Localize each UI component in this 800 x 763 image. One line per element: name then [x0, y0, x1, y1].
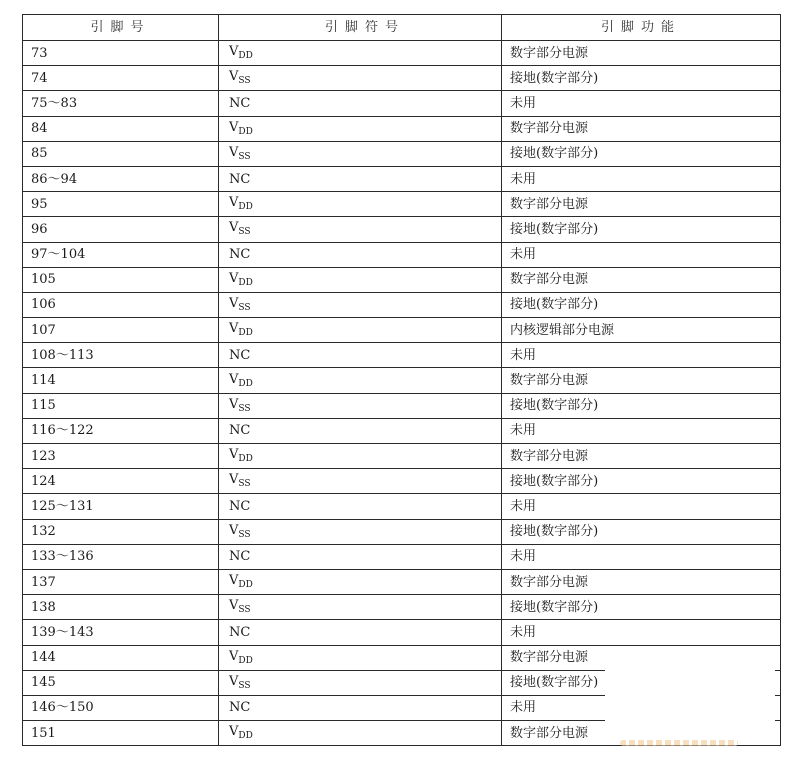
pin-number-cell: 124	[23, 469, 219, 494]
table-row	[23, 519, 781, 544]
pin-function-cell: 数字部分电源	[502, 267, 781, 292]
pin-function-cell: 未用	[502, 242, 781, 267]
pin-function-cell: 数字部分电源	[502, 645, 781, 670]
pin-symbol: V	[229, 44, 239, 60]
table-row	[23, 318, 781, 343]
pin-symbol: V	[229, 371, 239, 387]
pin-symbol-cell	[219, 444, 502, 469]
table-row	[23, 444, 781, 469]
pin-number-cell: 75～83	[23, 91, 219, 116]
pin-number-cell: 105	[23, 267, 219, 292]
table-row	[23, 267, 781, 292]
pin-function-cell: 数字部分电源	[502, 444, 781, 469]
pin-symbol-subscript: SS	[238, 227, 251, 238]
pin-symbol-cell	[219, 66, 502, 91]
pin-symbol: V	[229, 195, 239, 211]
pin-symbol: V	[229, 220, 239, 236]
pin-number-cell: 139～143	[23, 620, 219, 645]
pin-symbol-subscript: SS	[238, 529, 251, 540]
pin-number-cell: 145	[23, 670, 219, 695]
pin-symbol: V	[229, 119, 239, 135]
pin-function-cell: 未用	[502, 494, 781, 519]
table-row	[23, 116, 781, 141]
header-row	[23, 15, 781, 41]
pin-number-cell: 115	[23, 393, 219, 418]
pin-symbol: V	[229, 522, 239, 538]
pin-symbol-cell	[219, 343, 502, 368]
table-row	[23, 343, 781, 368]
pin-symbol: V	[229, 598, 239, 614]
pin-symbol-cell	[219, 141, 502, 166]
pin-function-cell: 未用	[502, 91, 781, 116]
header-pin-function: 引脚功能	[502, 15, 781, 41]
pin-symbol-subscript: SS	[238, 680, 251, 691]
pin-number-cell: 85	[23, 141, 219, 166]
pin-symbol-cell	[219, 242, 502, 267]
pin-function-cell: 内核逻辑部分电源	[502, 318, 781, 343]
pin-symbol: V	[229, 648, 239, 664]
pin-symbol-cell	[219, 670, 502, 695]
table-header	[23, 15, 781, 41]
pin-function-cell: 未用	[502, 544, 781, 569]
pin-symbol-cell	[219, 494, 502, 519]
pin-symbol: NC	[229, 498, 251, 514]
pin-number-cell: 146～150	[23, 695, 219, 720]
table-row	[23, 469, 781, 494]
table-body	[23, 41, 781, 746]
table-row	[23, 595, 781, 620]
pin-symbol-subscript: SS	[238, 479, 251, 490]
pin-symbol: NC	[229, 423, 251, 439]
pin-number-cell: 138	[23, 595, 219, 620]
pin-symbol-cell	[219, 166, 502, 191]
pin-symbol-cell	[219, 645, 502, 670]
pin-function-cell: 数字部分电源	[502, 41, 781, 66]
pin-function-cell: 未用	[502, 343, 781, 368]
pin-number-cell: 123	[23, 444, 219, 469]
pin-function-cell: 数字部分电源	[502, 721, 781, 746]
table-row	[23, 569, 781, 594]
pin-number-cell: 114	[23, 368, 219, 393]
pin-number-cell: 73	[23, 41, 219, 66]
pin-number-cell: 116～122	[23, 418, 219, 443]
pin-symbol: NC	[229, 624, 251, 640]
pin-symbol: NC	[229, 95, 251, 111]
pin-symbol: NC	[229, 549, 251, 565]
pin-symbol: V	[229, 270, 239, 286]
pin-symbol: V	[229, 673, 239, 689]
pin-function-cell: 接地(数字部分)	[502, 141, 781, 166]
pin-number-cell: 106	[23, 292, 219, 317]
pin-function-cell: 接地(数字部分)	[502, 292, 781, 317]
pin-symbol-cell	[219, 292, 502, 317]
table-row	[23, 368, 781, 393]
pin-symbol-cell	[219, 519, 502, 544]
pin-number-cell: 133～136	[23, 544, 219, 569]
scan-smudge	[620, 740, 738, 746]
pin-symbol-cell	[219, 595, 502, 620]
pin-number-cell: 144	[23, 645, 219, 670]
pin-number-cell: 107	[23, 318, 219, 343]
pin-symbol-subscript: SS	[238, 605, 251, 616]
pin-symbol: V	[229, 321, 239, 337]
pin-number-cell: 96	[23, 217, 219, 242]
pin-symbol-cell	[219, 368, 502, 393]
pin-symbol-cell	[219, 41, 502, 66]
scan-whiteout	[605, 650, 775, 730]
pin-symbol-cell	[219, 569, 502, 594]
pin-number-cell: 132	[23, 519, 219, 544]
pin-symbol-cell	[219, 695, 502, 720]
pin-symbol: V	[229, 447, 239, 463]
pin-symbol-cell	[219, 217, 502, 242]
pin-function-cell: 接地(数字部分)	[502, 595, 781, 620]
pin-symbol-subscript: DD	[238, 202, 253, 213]
pin-symbol-subscript: DD	[238, 277, 253, 288]
pin-symbol: V	[229, 144, 239, 160]
pin-function-cell: 数字部分电源	[502, 116, 781, 141]
table-row	[23, 544, 781, 569]
pin-function-cell: 未用	[502, 695, 781, 720]
table-row	[23, 192, 781, 217]
pin-symbol-cell	[219, 721, 502, 746]
pin-symbol-subscript: SS	[238, 403, 251, 414]
pin-symbol-cell	[219, 544, 502, 569]
pin-symbol-subscript: DD	[238, 655, 253, 666]
pin-symbol-subscript: SS	[238, 151, 251, 162]
table-row	[23, 217, 781, 242]
pin-function-cell: 数字部分电源	[502, 192, 781, 217]
pin-symbol-cell	[219, 116, 502, 141]
pin-function-cell: 接地(数字部分)	[502, 66, 781, 91]
pin-symbol-subscript: SS	[238, 302, 251, 313]
pin-number-cell: 95	[23, 192, 219, 217]
pin-symbol-cell	[219, 469, 502, 494]
pin-symbol-subscript: DD	[238, 580, 253, 591]
pin-function-cell: 接地(数字部分)	[502, 393, 781, 418]
pin-function-cell: 接地(数字部分)	[502, 670, 781, 695]
pin-number-cell: 97～104	[23, 242, 219, 267]
pin-symbol: NC	[229, 171, 251, 187]
pin-symbol-cell	[219, 418, 502, 443]
pin-symbol-cell	[219, 192, 502, 217]
pin-function-cell: 接地(数字部分)	[502, 469, 781, 494]
pin-function-cell: 接地(数字部分)	[502, 217, 781, 242]
table-row	[23, 41, 781, 66]
table-row	[23, 141, 781, 166]
table-row	[23, 494, 781, 519]
pin-function-table	[22, 14, 781, 746]
pin-symbol: V	[229, 472, 239, 488]
pin-symbol: V	[229, 724, 239, 740]
pin-symbol-cell	[219, 393, 502, 418]
table-row	[23, 66, 781, 91]
table-row	[23, 292, 781, 317]
pin-symbol: NC	[229, 700, 251, 716]
pin-symbol: NC	[229, 347, 251, 363]
table-row	[23, 418, 781, 443]
pin-symbol-cell	[219, 267, 502, 292]
pin-symbol-subscript: SS	[238, 76, 251, 87]
pin-number-cell: 125～131	[23, 494, 219, 519]
header-pin-number: 引脚号	[23, 15, 219, 41]
pin-number-cell: 86～94	[23, 166, 219, 191]
pin-number-cell: 74	[23, 66, 219, 91]
pin-symbol-subscript: DD	[238, 126, 253, 137]
pin-function-cell: 数字部分电源	[502, 569, 781, 594]
pin-function-cell: 未用	[502, 620, 781, 645]
table-row	[23, 91, 781, 116]
pin-function-cell: 未用	[502, 166, 781, 191]
header-pin-symbol: 引脚符号	[219, 15, 502, 41]
pin-symbol-subscript: DD	[238, 731, 253, 742]
pin-number-cell: 84	[23, 116, 219, 141]
pin-symbol: NC	[229, 247, 251, 263]
pin-number-cell: 108～113	[23, 343, 219, 368]
pin-symbol: V	[229, 295, 239, 311]
table-row	[23, 242, 781, 267]
table-row	[23, 166, 781, 191]
pin-symbol-cell	[219, 91, 502, 116]
pin-number-cell: 151	[23, 721, 219, 746]
pin-function-cell: 未用	[502, 418, 781, 443]
pin-symbol-subscript: DD	[238, 378, 253, 389]
pin-function-cell: 数字部分电源	[502, 368, 781, 393]
pin-symbol: V	[229, 396, 239, 412]
table-row	[23, 393, 781, 418]
pin-function-cell: 接地(数字部分)	[502, 519, 781, 544]
pin-symbol-subscript: DD	[238, 328, 253, 339]
pin-symbol-subscript: DD	[238, 51, 253, 62]
pin-number-cell: 137	[23, 569, 219, 594]
pin-symbol: V	[229, 69, 239, 85]
pin-symbol-cell	[219, 620, 502, 645]
table-row	[23, 620, 781, 645]
pin-symbol-cell	[219, 318, 502, 343]
pin-symbol-subscript: DD	[238, 454, 253, 465]
pin-symbol: V	[229, 573, 239, 589]
